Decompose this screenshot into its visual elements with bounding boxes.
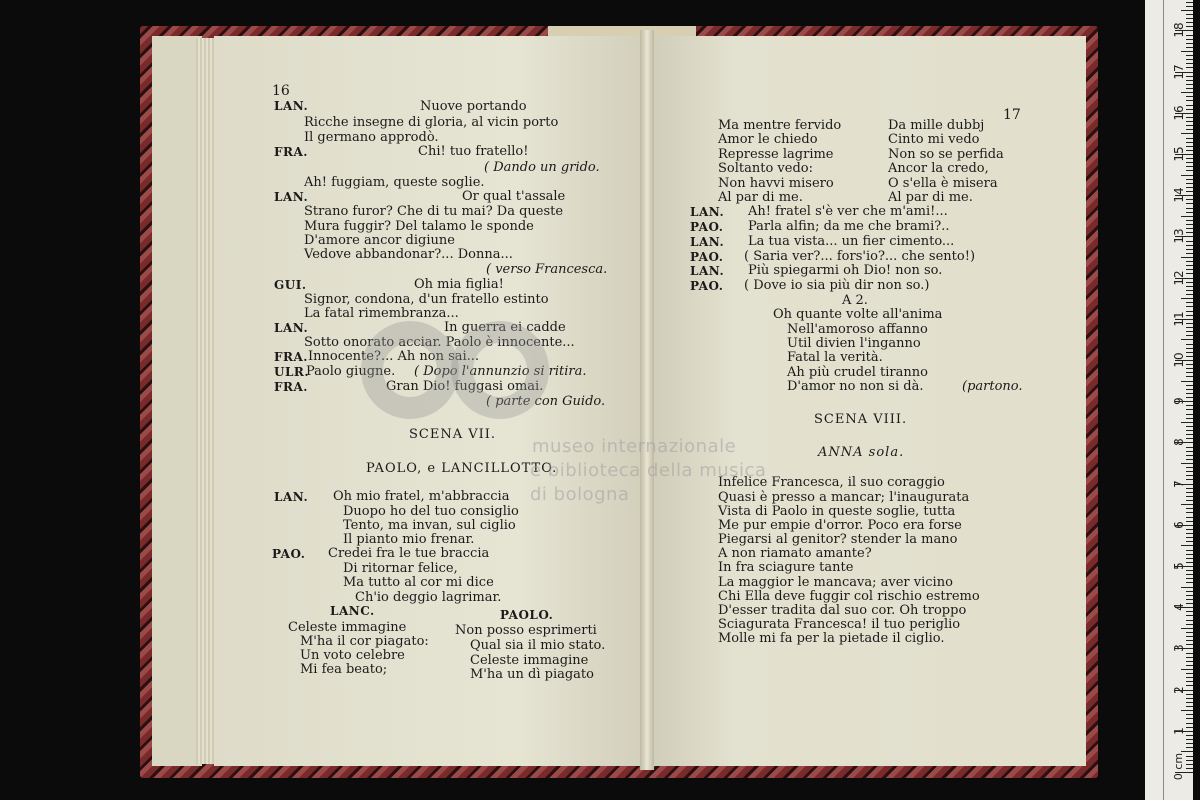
monologue-line: Vista di Paolo in queste soglie, tutta [718,504,956,519]
verse-line: Ma mentre fervido [718,118,842,133]
ruler-tick [1186,685,1193,686]
scene-cast: PAOLO, e LANCILLOTTO. [366,461,558,476]
ruler-number: 7 [1172,479,1186,488]
dialogue-line: Or qual t'assale [462,189,566,204]
ruler-tick [1186,702,1193,703]
speaker-label: PAO. [690,220,724,234]
ruler-tick [1186,665,1193,666]
scene-title: SCENA VIII. [814,412,908,427]
ruler-tick [1181,298,1193,299]
ruler-tick [1186,447,1193,448]
monologue-line: Me pur empie d'orror. Poco era forse [718,518,962,533]
ruler-tick [1186,636,1193,637]
ruler-tick [1186,199,1193,200]
ruler-tick [1186,162,1193,163]
ruler-tick [1186,479,1193,480]
ruler-number: 12 [1172,269,1186,286]
ruler-tick [1186,129,1193,130]
stage-direction: ( verso Francesca. [486,262,608,277]
ruler-tick [1186,121,1193,122]
verse-line: Represse lagrime [718,147,834,162]
ruler-tick [1186,356,1193,357]
dialogue-line: Ricche insegne di gloria, al vicin porto [304,115,559,130]
ruler-tick [1186,653,1193,654]
stage-direction: (partono. [962,379,1023,394]
ruler-tick [1186,591,1193,592]
ruler-tick [1186,241,1193,242]
monologue-line: Piegarsi al genitor? stender la mano [718,532,958,547]
ruler-number: 11 [1172,311,1186,327]
ruler-tick [1186,488,1193,489]
ruler-number: 6 [1172,520,1186,529]
ruler-number: 18 [1172,22,1186,39]
ruler-tick [1186,315,1193,316]
ruler-tick [1186,327,1193,328]
ruler-tick [1186,467,1193,468]
ruler-tick [1186,620,1193,621]
ruler-tick [1186,125,1193,126]
speaker-label: FRA. [274,145,308,159]
dialogue-line: La fatal rimembranza... [304,306,459,321]
monologue-line: Infelice Francesca, il suo coraggio [718,475,945,490]
flyleaf [152,36,202,766]
ruler-tick [1186,117,1193,118]
ruler-tick [1186,632,1193,633]
verse-line: Nell'amoroso affanno [787,322,928,337]
ruler-tick [1181,257,1193,258]
ruler-tick [1186,18,1193,19]
ruler-tick [1186,558,1193,559]
ruler-number: 16 [1172,105,1186,121]
ruler-tick [1186,273,1193,274]
ruler-tick [1186,517,1193,518]
speaker-label: LAN. [690,205,725,219]
ruler-tick [1186,455,1193,456]
monologue-line: D'esser tradita dal suo cor. Oh troppo [718,603,967,618]
speaker-label: LAN. [274,321,309,335]
ruler-tick [1186,220,1193,221]
verse-line: Duopo ho del tuo consiglio [343,504,519,519]
verse-line: Util divien l'inganno [787,336,921,351]
speaker-label: LAN. [274,490,309,504]
ruler-tick [1186,368,1193,369]
verse-line: Al par di me. [888,190,973,205]
ruler-tick [1186,253,1193,254]
duet-line-right: Non posso esprimerti [455,623,597,638]
dialogue-line: Strano furor? Che di tu mai? Da queste [304,204,564,219]
ruler-tick [1186,290,1193,291]
ruler-tick [1186,562,1193,563]
ruler-number: 2 [1172,685,1186,694]
ruler-tick [1186,84,1193,85]
ruler-unit-label: 0 cm [1172,752,1186,781]
duet-line-left: Un voto celebre [300,648,405,663]
dialogue-line: Vedove abbandonar?... Donna... [304,247,513,262]
ruler-tick [1186,673,1193,674]
ruler-number: 4 [1172,603,1186,612]
ruler-number: 17 [1172,63,1186,80]
speaker-label: LAN. [690,235,725,249]
ruler-tick [1186,385,1193,386]
stage-direction: ( parte con Guido. [486,394,606,409]
dialogue-line: Signor, condona, d'un fratello estinto [304,292,549,307]
ruler-number: 3 [1172,644,1186,653]
ruler-tick [1186,269,1193,270]
ruler-tick [1186,261,1193,262]
ruler-tick [1186,714,1193,715]
ruler-tick [1186,599,1193,600]
dialogue-line: Più spiegarmi oh Dio! non so. [748,263,943,278]
verse-line: Tento, ma invan, sul ciglio [343,518,516,533]
ruler-tick [1186,397,1193,398]
dialogue-line: Chi! tuo fratello! [418,144,529,159]
verse-line: Ah più crudel tiranno [787,365,928,380]
page-number-left: 16 [272,83,290,99]
ruler-tick [1186,96,1193,97]
ruler-tick [1186,142,1193,143]
ruler-tick [1181,51,1193,52]
ruler-tick [1186,311,1193,312]
ruler-tick [1186,286,1193,287]
right-page [646,36,1086,766]
dialogue-line: ( Saria ver?... fors'io?... che sento!) [744,249,976,264]
ruler-tick [1186,409,1193,410]
ruler-number: 14 [1172,187,1186,203]
duet-line-left: M'ha il cor piagato: [300,634,429,649]
ruler-tick [1186,88,1193,89]
ruler-tick [1186,698,1193,699]
ruler-tick [1181,216,1193,217]
ruler-tick [1186,389,1193,390]
verse-line: Fatal la verità. [787,350,883,365]
ruler-tick [1186,67,1193,68]
ruler-tick [1186,743,1193,744]
ruler-tick [1186,405,1193,406]
dialogue-line: D'amore ancor digiune [304,233,455,248]
ruler-tick [1186,756,1193,757]
ruler-number: 10 [1172,352,1186,368]
ruler-tick [1186,212,1193,213]
ruler-tick [1186,335,1193,336]
ruler-tick [1186,224,1193,225]
ruler-tick [1181,463,1193,464]
ruler-number: 15 [1172,146,1186,162]
ruler-tick [1186,76,1193,77]
monologue-line: In fra sciagure tante [718,560,854,575]
ruler-tick [1186,500,1193,501]
verse-line: Oh quante volte all'anima [773,307,943,322]
verse-line: D'amor no non si dà. [787,379,924,394]
verse-line: Soltanto vedo: [718,161,813,176]
ruler-tick [1186,739,1193,740]
verse-line: Ch'io deggio lagrimar. [355,590,502,605]
ruler-tick [1181,133,1193,134]
dialogue-line: Innocente?... Ah non sai... [308,349,480,364]
scene-title: SCENA VII. [409,427,497,442]
ruler-tick [1186,228,1193,229]
ruler-tick [1181,339,1193,340]
ruler-tick [1186,170,1193,171]
ruler-tick [1186,640,1193,641]
ruler-number: 1 [1172,726,1186,735]
dialogue-line: Ah! fratel s'è ver che m'ami!... [748,204,948,219]
monologue-line: A non riamato amante? [718,546,872,561]
duet-heading-left: LANC. [330,604,375,618]
speaker-label: FRA. [274,380,308,394]
ruler-tick [1186,768,1193,769]
ruler-tick [1186,475,1193,476]
ruler-tick [1186,537,1193,538]
ruler-tick [1186,550,1193,551]
ruler-tick [1186,306,1193,307]
monologue-line: Molle mi fa per la pietade il ciglio. [718,631,945,646]
dialogue-line: Il germano approdò. [304,130,439,145]
dialogue-line: Oh mia figlia! [414,277,504,292]
stage-direction: ( Dopo l'annunzio si ritira. [414,364,587,379]
ruler-tick [1186,430,1193,431]
ruler-tick [1186,138,1193,139]
ruler-tick [1186,533,1193,534]
ruler-number: 9 [1172,397,1186,406]
ruler-tick [1186,100,1193,101]
ruler-tick [1186,352,1193,353]
speaker-label: PAO. [272,547,306,561]
ruler-tick [1186,760,1193,761]
ruler-tick [1186,459,1193,460]
ruler-tick [1181,10,1193,11]
ruler-tick [1186,615,1193,616]
speaker-label: PAO. [690,250,724,264]
ruler-tick [1186,331,1193,332]
ruler-tick [1186,764,1193,765]
ruler-tick [1186,187,1193,188]
dialogue-line: Paolo giugne. [306,364,396,379]
verse-line: Amor le chiedo [718,132,818,147]
ruler-tick [1186,150,1193,151]
ruler-tick [1186,146,1193,147]
ruler-tick [1181,587,1193,588]
ruler-number: 13 [1172,228,1186,245]
watermark-line2: e biblioteca della musica [530,460,767,481]
watermark-line1: museo internazionale [532,436,737,457]
dialogue-line: Mura fuggir? Del talamo le sponde [304,219,534,234]
ruler-tick [1186,541,1193,542]
verse-line: Il pianto mio frenar. [343,532,475,547]
ruler-tick [1186,471,1193,472]
ruler-tick [1186,529,1193,530]
duet-line-right: Celeste immagine [470,653,589,668]
ruler-tick [1186,55,1193,56]
ruler-tick [1186,706,1193,707]
ruler-tick [1186,681,1193,682]
ruler-tick [1186,434,1193,435]
verse-line: Non havvi misero [718,176,834,191]
ruler-tick [1186,179,1193,180]
ruler-tick [1186,657,1193,658]
ruler-tick [1186,393,1193,394]
ruler-tick [1186,570,1193,571]
ruler-tick [1186,723,1193,724]
ruler-tick [1186,39,1193,40]
ruler-tick [1186,735,1193,736]
ruler-tick [1186,661,1193,662]
ruler-tick [1186,166,1193,167]
ruler-tick [1186,451,1193,452]
ruler-tick [1186,438,1193,439]
ruler-tick [1186,43,1193,44]
ruler-tick [1181,669,1193,670]
ruler-tick [1186,414,1193,415]
ruler-tick [1186,727,1193,728]
dialogue-line: Gran Dio! fuggasi omai. [386,379,544,394]
duet-heading-right: PAOLO. [500,608,554,622]
ruler-tick [1186,105,1193,106]
speaker-label: GUI. [274,278,307,292]
dialogue-line: Ah! fuggiam, queste soglie. [304,175,485,190]
ruler-tick [1186,109,1193,110]
ruler-tick [1186,63,1193,64]
ruler-tick [1181,381,1193,382]
ruler-tick [1186,6,1193,7]
duet-line-left: Mi fea beato; [300,662,388,677]
ruler-tick [1186,208,1193,209]
ruler-tick [1181,628,1193,629]
dialogue-line: Parla alfin; da me che brami?.. [748,219,950,234]
ruler-tick [1181,92,1193,93]
ruler-tick [1186,508,1193,509]
ruler-tick [1186,183,1193,184]
ruler-tick [1186,376,1193,377]
ruler-tick [1186,323,1193,324]
ruler-tick [1186,521,1193,522]
dialogue-line: ( Dove io sia più dir non so.) [744,278,930,293]
duet-line-right: M'ha un dì piagato [470,667,594,682]
speaker-label: LAN. [690,264,725,278]
verse-line: Cinto mi vedo [888,132,980,147]
ruler-tick [1186,14,1193,15]
verse-line: Ma tutto al cor mi dice [343,575,494,590]
ruler-tick [1186,512,1193,513]
verse-line: Di ritornar felice, [343,561,458,576]
ruler-tick [1186,694,1193,695]
ruler-tick [1186,302,1193,303]
ruler-tick [1181,710,1193,711]
speaker-label: LAN. [274,190,309,204]
ruler-tick [1186,595,1193,596]
ruler-tick [1186,191,1193,192]
ruler-tick [1186,578,1193,579]
ruler-tick [1186,35,1193,36]
scene-cast: ANNA sola. [818,445,905,460]
stage-direction: ( Dando un grido. [484,160,600,175]
ruler-tick [1186,245,1193,246]
speaker-label: LAN. [274,99,309,113]
ruler-tick [1186,344,1193,345]
ruler-tick [1186,624,1193,625]
ruler-tick [1186,574,1193,575]
ruler-tick [1186,718,1193,719]
verse-line: Credei fra le tue braccia [328,546,490,561]
ruler-tick [1186,554,1193,555]
book-gutter [640,30,654,770]
verse-line: Al par di me. [718,190,803,205]
monologue-line: Chi Ella deve fuggir col rischio estremo [718,589,980,604]
ruler-tick [1186,426,1193,427]
ruler-tick [1186,372,1193,373]
ruler-tick [1186,47,1193,48]
speaker-label: PAO. [690,279,724,293]
ruler-tick [1186,22,1193,23]
verse-line: O s'ella è misera [888,176,998,191]
dialogue-line: Nuove portando [420,99,527,114]
ruler-tick [1186,59,1193,60]
ruler-tick [1181,175,1193,176]
ruler-tick [1186,496,1193,497]
ruler-tick [1186,232,1193,233]
ruler-tick [1186,158,1193,159]
ruler-tick [1186,26,1193,27]
ruler-tick [1181,545,1193,546]
ruler-tick [1186,348,1193,349]
duet-line-right: Qual sia il mio stato. [470,638,606,653]
ruler-tick [1186,418,1193,419]
ruler-tick [1186,603,1193,604]
ruler-tick [1186,677,1193,678]
dialogue-line: La tua vista... un fier cimento... [748,234,955,249]
a-due-heading: A 2. [842,293,868,308]
monologue-line: Sciagurata Francesca! il tuo periglio [718,617,961,632]
monologue-line: La maggior le mancava; aver vicino [718,575,953,590]
ruler-tick [1186,2,1193,3]
verse-line: Da mille dubbj [888,118,985,133]
ruler-tick [1181,422,1193,423]
scale-ruler [1145,0,1193,800]
verse-line: Oh mio fratel, m'abbraccia [333,489,510,504]
ruler-tick [1186,492,1193,493]
speaker-label: FRA. [274,350,308,364]
monologue-line: Quasi è presso a mancar; l'inaugurata [718,490,970,505]
verse-line: Non so se perfida [888,147,1004,162]
ruler-tick [1186,582,1193,583]
ruler-tick [1181,504,1193,505]
ruler-edge [1163,0,1164,800]
duet-line-left: Celeste immagine [288,620,407,635]
verse-line: Ancor la credo, [888,161,989,176]
ruler-number: 8 [1172,438,1186,447]
watermark-line3: di bologna [530,484,630,505]
dialogue-line: Sotto onorato acciar. Paolo è innocente... [304,335,575,350]
ruler-number: 5 [1172,562,1186,570]
ruler-tick [1186,364,1193,365]
ruler-tick [1186,644,1193,645]
dialogue-line: In guerra ei cadde [444,320,566,335]
speaker-label: ULR. [274,365,310,379]
ruler-tick [1186,249,1193,250]
ruler-tick [1186,282,1193,283]
ruler-tick [1186,611,1193,612]
ruler-tick [1186,203,1193,204]
ruler-tick [1186,294,1193,295]
ruler-tick [1186,265,1193,266]
ruler-tick [1186,80,1193,81]
ruler-tick [1186,747,1193,748]
page-number-right: 17 [1003,107,1021,123]
